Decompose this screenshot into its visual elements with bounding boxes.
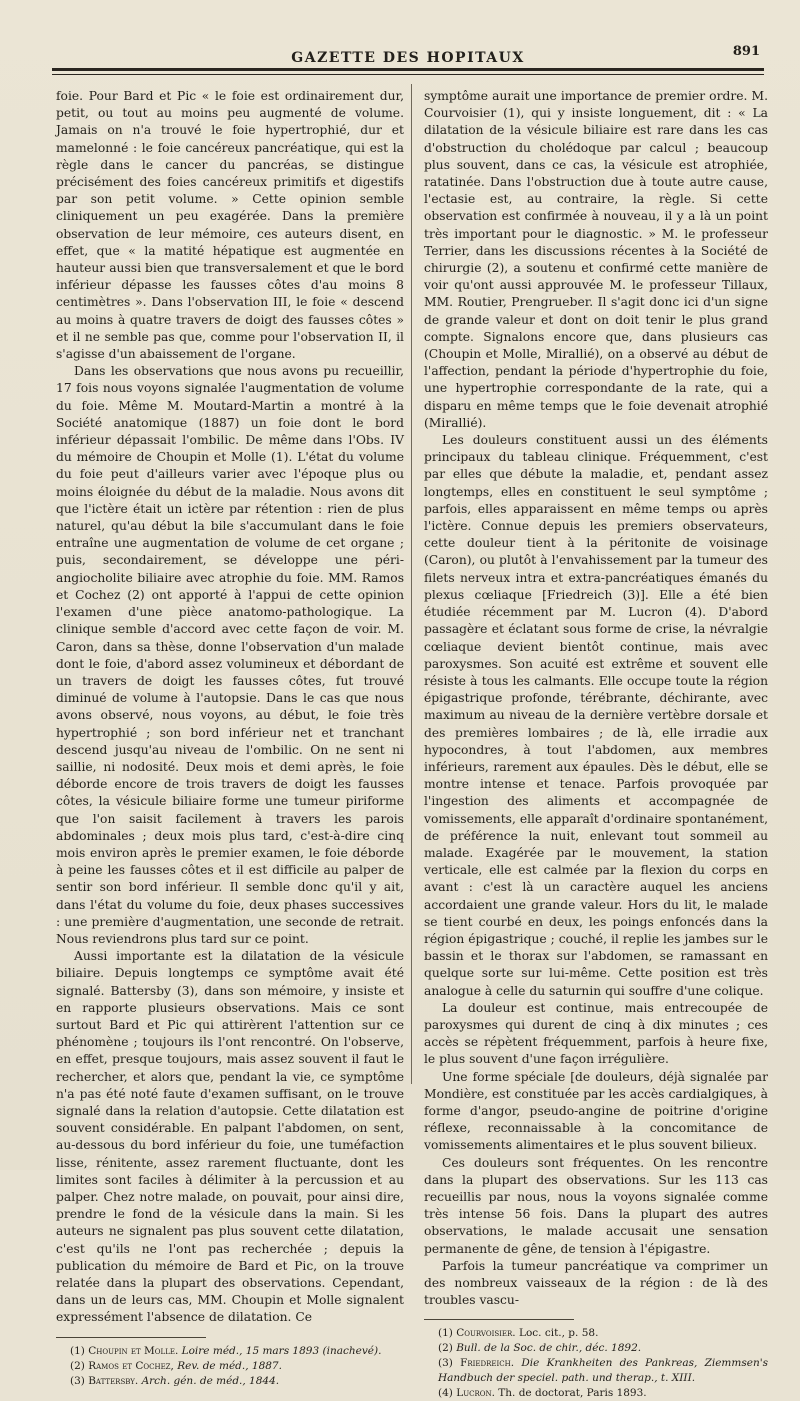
header-rule-thin	[52, 74, 764, 75]
footnote-author: Battersby.	[88, 1374, 139, 1387]
left-footnote-1: (1) Choupin et Molle. Loire méd., 15 mars 1893 (inachevé).	[70, 1344, 382, 1357]
header-rule-thick	[52, 68, 764, 71]
left-column	[56, 88, 404, 1389]
right-paragraph-6: Parfois la tumeur pancréatique va comprimer un des nombreux vaisseaux de la région : de là des troubles vascu-	[424, 1258, 768, 1308]
footnote-ref: Die Krankheiten des Pankreas, Ziemmsen's Handbuch der speciel. path. und therap., t. XIII.	[438, 1357, 768, 1385]
left-footnote-2: (2) Ramos et Cochez, Rev. de méd., 1887.	[70, 1359, 282, 1372]
right-paragraph-2: Les douleurs constituent aussi un des éléments principaux du tableau clinique. Fréquemment, c'est par elles que débute la maladie, et, pendant assez longtemps, elles en constituent le seul symptôme ; parfois, elles apparaissent en même temps ou après l'ictère. Connue depuis les premiers observateurs, cette douleur tient à la péritonite de voisinage (Caron), ou plutôt à l'envahissement par la tumeur des filets nerveux intra et extra-pancréatiques émanés du plexus cœliaque [Friedreich (3)]. Elle a été bien étudiée récemment par M. Lucron (4). D'abord passagère et éclatant sous forme de crise, la névralgie cœliaque devient bientôt continue, mais avec paroxysmes. Son acuité est extrême et souvent elle résiste à tous les calmants. Elle occupe toute la région épigastrique profonde, térébrante, déchirante, avec maximum au niveau de la dernière vertèbre dorsale et des premières lombaires ; de là, elle irradie aux hypocondres, à tout l'abdomen, aux membres inférieurs, rarement aux épaules. Dès le début, elle se montre intense et tenace. Parfois provoquée par l'ingestion des aliments et accompagnée de vomissements, elle apparaît d'ordinaire spontanément, de préférence la nuit, enlevant tout sommeil au malade. Exagérée par le mouvement, la station verticale, elle est calmée par la flexion du corps en avant : c'est là un caractère auquel les anciens accordaient une grande valeur. Hors du lit, le malade se tient courbé en deux, les poings enfoncés dans la région épigastrique ; couché, il replie les jambes sur le bassin et le thorax sur l'abdomen, se ramassant en quelque sorte sur lui-même. Cette position est très analogue à celle du saturnin qui souffre d'une colique.	[424, 433, 768, 998]
right-footnotes	[424, 1326, 768, 1401]
left-footnote-3: (3) Battersby. Arch. gén. de méd., 1844.	[70, 1374, 280, 1387]
right-footnote-rule	[424, 1319, 574, 1320]
footnote-author: Courvoisier.	[456, 1327, 516, 1340]
right-footnote-3: (3) Friedreich. Die Krankheiten des Pankreas, Ziemmsen's Handbuch der speciel. path. und therap., t. XIII.	[438, 1357, 768, 1385]
footnote-ref: Rev. de méd., 1887.	[177, 1359, 282, 1372]
right-paragraph-3: La douleur est continue, mais entrecoupée de paroxysmes qui durent de cinq à dix minutes ; ces accès se répètent fréquemment, parfois à heure fixe, le plus souvent d'une façon irrégulière.	[424, 1000, 768, 1067]
left-footnotes	[56, 1344, 404, 1389]
right-footnote-1: (1) Courvoisier. Loc. cit., p. 58.	[438, 1327, 599, 1340]
right-paragraph-4: Une forme spéciale [de douleurs, déjà signalée par Mondière, est constituée par les accès cardialgiques, à forme d'angor, pseudo-angine de poitrine d'origine réflexe, reconnaissable à la concomitance de vomissements alimentaires et le plus souvent bilieux.	[424, 1069, 768, 1153]
footnote-author: Ramos et Cochez,	[88, 1359, 174, 1372]
footnote-ref: Th. de doctorat, Paris 1893.	[498, 1387, 647, 1400]
right-paragraph-1: symptôme aurait une importance de premier ordre. M. Courvoisier (1), qui y insiste longuement, dit : « La dilatation de la vésicule biliaire est rare dans les cas d'obstruction du cholédoque par calcul ; beaucoup plus souvent, dans ce cas, la vésicule est atrophiée, ratatinée. Dans l'obstruction due à toute autre cause, l'ectasie est, au contraire, la règle. Si cette observation est confirmée à nouveau, il y a là un point très important pour le diagnostic. » M. le professeur Terrier, dans les discussions récentes à la Société de chirurgie (2), a soutenu et confirmé cette manière de voir qu'ont aussi approuvée M. le professeur Tillaux, MM. Routier, Prengrueber. Il s'agit donc ici d'un signe de grande valeur et dont on doit tenir le plus grand compte. Signalons encore que, dans plusieurs cas (Choupin et Molle, Mirallié), on a observé au début de l'affection, pendant la période d'hypertrophie du foie, une hypertrophie correspondante de la rate, qui a disparu en même temps que le foie devenait atrophié (Mirallié).	[424, 89, 768, 430]
footnote-ref: Loc. cit., p. 58.	[518, 1327, 599, 1340]
footnote-author: Lucron.	[456, 1387, 495, 1400]
column-divider	[411, 84, 412, 1084]
footnote-ref: Loire méd., 15 mars 1893 (inachevé).	[181, 1344, 382, 1357]
left-paragraph-2: Dans les observations que nous avons pu recueillir, 17 fois nous voyons signalée l'augmentation de volume du foie. Même M. Moutard-Martin a montré à la Société anatomique (1887) un foie dont le bord inférieur dépassait l'ombilic. De même dans l'Obs. IV du mémoire de Choupin et Molle (1). L'état du volume du foie peut d'ailleurs varier avec l'époque plus ou moins éloignée du début de la maladie. Nous avons dit que l'ictère était un ictère par rétention : rien de plus naturel, qu'au début la bile s'accumulant dans le foie entraîne une augmentation de volume de cet organe ; puis, secondairement, se développe une péri-angiocholite biliaire avec atrophie du foie. MM. Ramos et Cochez (2) ont apporté à l'appui de cette opinion l'examen d'une pièce anatomo-pathologique. La clinique semble d'accord avec cette façon de voir. M. Caron, dans sa thèse, donne l'observation d'un malade dont le foie, d'abord assez volumineux et débordant de un travers de doigt les fausses côtes, fut trouvé diminué de volume à l'autopsie. Dans le cas que nous avons observé, nous voyons, au début, le foie très hypertrophié ; son bord inférieur net et tranchant descend jusqu'au niveau de l'ombilic. On ne sent ni saillie, ni nodosité. Deux mois et demi après, le foie déborde encore de trois travers de doigt les fausses côtes, la vésicule biliaire forme une tumeur piriforme que l'on saisit facilement à travers les parois abdominales ; deux mois plus tard, c'est-à-dire cinq mois environ après le premier examen, le foie déborde à peine les fausses côtes et il est difficile au palper de sentir son bord inférieur. Il semble donc qu'il y ait, dans l'état du volume du foie, deux phases successives : une première d'augmentation, une seconde de retrait. Nous reviendrons plus tard sur ce point.	[56, 364, 404, 946]
right-paragraph-5: Ces douleurs sont fréquentes. On les rencontre dans la plupart des observations. Sur les 113 cas recueillis par nous, nous la voyons signalée comme très intense 56 fois. Dans la plupart des autres observations, le malade accusait une sensation permanente de gêne, de tension à l'épigastre.	[424, 1155, 768, 1256]
footnote-author: Choupin et Molle.	[88, 1344, 179, 1357]
left-paragraph-1: foie. Pour Bard et Pic « le foie est ordinairement dur, petit, ou tout au moins peu augmenté de volume. Jamais on n'a trouvé le foie hypertrophié, dur et mamelonné : le foie cancéreux pancréatique, qui est la règle dans le cancer du pancréas, se distingue précisément des foies cancéreux primitifs et digestifs par son petit volume. » Cette opinion semble cliniquement un peu exagérée. Dans la première observation de leur mémoire, ces auteurs disent, en effet, que « la matité hépatique est augmentée en hauteur aussi bien que transversalement et que le bord inférieur dépasse les fausses côtes d'au moins 8 centimètres ». Dans l'observation III, le foie « descend au moins à quatre travers de doigt des fausses côtes » et il ne semble pas que, comme pour l'observation II, il s'agisse d'un abaissement de l'organe.	[56, 89, 404, 362]
right-footnote-2: (2) Bull. de la Soc. de chir., déc. 1892.	[438, 1342, 642, 1355]
left-footnote-rule	[56, 1337, 206, 1338]
left-paragraph-3: Aussi importante est la dilatation de la vésicule biliaire. Depuis longtemps ce symptôme avait été signalé. Battersby (3), dans son mémoire, y insiste et en rapporte plusieurs observations. Mais ce sont surtout Bard et Pic qui attirèrent l'attention sur ce phénomène ; toujours ils l'ont rencontré. On l'observe, en effet, presque toujours, mais assez souvent il faut le rechercher, et alors que, pendant la vie, ce symptôme n'a pas été noté faute d'examen suffisant, on le trouve signalé dans la relation d'autopsie. Cette dilatation est souvent considérable. En palpant l'abdomen, on sent, au-dessous du bord inférieur du foie, une tuméfaction lisse, rénitente, assez rarement fluctuante, dont les limites sont faciles à délimiter à la percussion et au palper. Chez notre malade, on pouvait, pour ainsi dire, prendre le fond de la vésicule dans la main. Si les auteurs ne signalent pas plus souvent cette dilatation, c'est qu'ils ne l'ont pas recherchée ; depuis la publication du mémoire de Bard et Pic, on la trouve relatée dans la plupart des observations. Cependant, dans un de leurs cas, MM. Choupin et Molle signalent expressément l'absence de dilatation. Ce	[56, 949, 404, 1325]
right-footnote-4: (4) Lucron. Th. de doctorat, Paris 1893.	[438, 1387, 647, 1400]
footnote-author: Friedreich.	[460, 1357, 515, 1370]
footnote-ref: Arch. gén. de méd., 1844.	[141, 1374, 280, 1387]
right-column	[424, 88, 768, 1401]
page-number: 891	[732, 44, 760, 59]
footnote-ref: Bull. de la Soc. de chir., déc. 1892.	[456, 1342, 642, 1355]
running-head: GAZETTE DES HOPITAUX	[291, 50, 525, 66]
page-header	[52, 44, 764, 70]
